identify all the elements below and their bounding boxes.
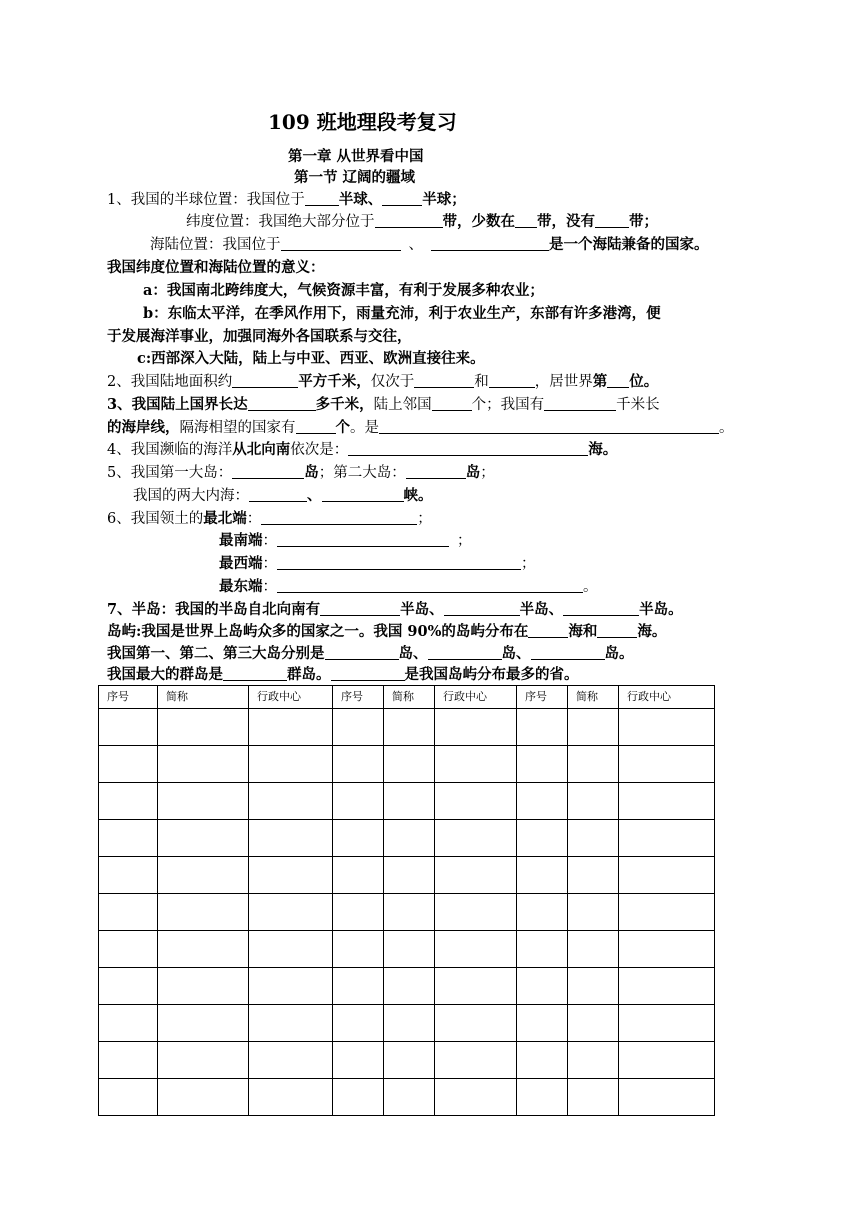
- table-cell[interactable]: [435, 709, 517, 746]
- table-cell[interactable]: [249, 783, 333, 820]
- q7-text: 半岛。: [639, 601, 683, 618]
- q1-latitude-line: [186, 211, 658, 233]
- table-cell[interactable]: [517, 783, 568, 820]
- table-cell[interactable]: [568, 783, 619, 820]
- fill-blank[interactable]: [305, 189, 339, 206]
- q6-text: ；: [521, 556, 536, 572]
- header-abbr: 简称: [158, 686, 249, 709]
- table-row: [99, 709, 715, 746]
- table-cell[interactable]: [99, 1042, 158, 1079]
- q3-text: 。是: [350, 420, 379, 436]
- q1-text: 带，少数在: [442, 213, 515, 230]
- significance-a: a：我国南北跨纬度大，气候资源丰富，有利于发展多种农业；: [143, 282, 544, 299]
- header-serial: 序号: [333, 686, 384, 709]
- table-cell[interactable]: [99, 931, 158, 968]
- table-cell[interactable]: [517, 1005, 568, 1042]
- table-cell[interactable]: [249, 1005, 333, 1042]
- table-cell[interactable]: [619, 931, 715, 968]
- table-cell[interactable]: [435, 1042, 517, 1079]
- table-cell[interactable]: [384, 894, 435, 931]
- table-cell[interactable]: [384, 1042, 435, 1079]
- q7-peninsula-line: [107, 599, 683, 621]
- fill-blank[interactable]: [248, 394, 316, 411]
- table-cell[interactable]: [517, 820, 568, 857]
- q6-text: 。: [583, 579, 598, 595]
- fill-blank[interactable]: [428, 643, 502, 660]
- q5-text: 、: [307, 487, 322, 504]
- table-row: [99, 820, 715, 857]
- table-cell[interactable]: [158, 857, 249, 894]
- table-cell[interactable]: [517, 894, 568, 931]
- table-cell[interactable]: [384, 1005, 435, 1042]
- table-cell[interactable]: [99, 1079, 158, 1116]
- header-capital: 行政中心: [619, 686, 715, 709]
- table-cell[interactable]: [384, 783, 435, 820]
- q1-text: 海陆位置：我国位于: [150, 237, 281, 253]
- q2-text: 第: [592, 373, 608, 390]
- q7-text: 岛、: [398, 645, 428, 662]
- q2-text: 仅次于: [370, 374, 415, 390]
- q3-text: 隔海相望的国家有: [179, 420, 296, 436]
- table-cell[interactable]: [568, 820, 619, 857]
- table-cell[interactable]: [333, 894, 384, 931]
- table-cell[interactable]: [435, 894, 517, 931]
- q6-line-south: [219, 530, 472, 552]
- q7-islands-line: [107, 621, 666, 643]
- q2-text: 和: [474, 374, 489, 390]
- table-cell[interactable]: [384, 820, 435, 857]
- q7-archipelago-line: [107, 664, 579, 686]
- table-cell[interactable]: [568, 931, 619, 968]
- table-cell[interactable]: [333, 1079, 384, 1116]
- q7-text: 我国最大的群岛是: [107, 666, 223, 683]
- table-cell[interactable]: [435, 1005, 517, 1042]
- header-serial: 序号: [517, 686, 568, 709]
- table-cell[interactable]: [333, 820, 384, 857]
- table-cell[interactable]: [619, 894, 715, 931]
- table-cell[interactable]: [384, 709, 435, 746]
- table-row: [99, 1042, 715, 1079]
- table-cell[interactable]: [158, 1005, 249, 1042]
- table-cell[interactable]: [517, 1042, 568, 1079]
- table-cell[interactable]: [99, 709, 158, 746]
- table-cell[interactable]: [249, 931, 333, 968]
- q6-text: 最西端: [219, 555, 263, 572]
- q6-line-east: [219, 576, 598, 598]
- fill-blank[interactable]: [544, 394, 616, 411]
- fill-blank[interactable]: [277, 530, 449, 547]
- page-title: 109 班地理段考复习: [268, 110, 457, 134]
- q1-sea-land-line: [150, 234, 709, 256]
- q6-text: ：: [246, 511, 262, 527]
- table-cell[interactable]: [333, 1005, 384, 1042]
- q1-text: 1、我国的半球位置：我国位于: [107, 192, 305, 208]
- fill-blank[interactable]: [331, 664, 405, 681]
- q6-text: 最南端: [219, 532, 263, 549]
- fill-blank[interactable]: [296, 417, 336, 434]
- q2-text: 2、我国陆地面积约: [107, 374, 233, 390]
- table-cell[interactable]: [249, 820, 333, 857]
- table-cell[interactable]: [435, 931, 517, 968]
- table-cell[interactable]: [619, 968, 715, 1005]
- q7-text: 岛屿:我国是世界上岛屿众多的国家之一。我国 90%的岛屿分布在: [107, 623, 529, 640]
- table-cell[interactable]: [435, 746, 517, 783]
- q3-text: 陆上邻国: [373, 397, 432, 413]
- chapter-heading: 第一章 从世界看中国: [288, 148, 424, 165]
- table-cell[interactable]: [249, 709, 333, 746]
- q6-line-west: [219, 553, 536, 575]
- table-cell[interactable]: [435, 1079, 517, 1116]
- fill-blank[interactable]: [379, 417, 719, 434]
- q3-line-2: [107, 417, 734, 439]
- q5-text: ；: [480, 465, 495, 481]
- header-capital: 行政中心: [435, 686, 517, 709]
- q3-text: 千米长: [616, 397, 660, 413]
- table-cell[interactable]: [158, 1079, 249, 1116]
- table-cell[interactable]: [619, 1042, 715, 1079]
- q6-text: ；: [457, 533, 472, 549]
- table-cell[interactable]: [568, 1005, 619, 1042]
- q7-text: 我国第一、第二、第三大岛分别是: [107, 645, 325, 662]
- table-cell[interactable]: [568, 746, 619, 783]
- table-cell[interactable]: [384, 857, 435, 894]
- header-capital: 行政中心: [249, 686, 333, 709]
- q5-line-2: [133, 485, 433, 507]
- table-row: [99, 1079, 715, 1116]
- table-cell[interactable]: [435, 968, 517, 1005]
- fill-blank[interactable]: [249, 485, 307, 502]
- fill-blank[interactable]: [261, 508, 417, 525]
- table-cell[interactable]: [619, 746, 715, 783]
- header-abbr: 简称: [384, 686, 435, 709]
- significance-b2: 于发展海洋事业，加强同海外各国联系与交往，: [107, 328, 412, 345]
- fill-blank[interactable]: [528, 621, 568, 638]
- q3-text: 个: [335, 419, 350, 436]
- q1-text: 带，没有: [537, 213, 595, 230]
- table-cell[interactable]: [99, 968, 158, 1005]
- table-cell[interactable]: [517, 857, 568, 894]
- q4-text: 海。: [588, 441, 618, 458]
- q1-text: 、: [408, 237, 423, 253]
- fill-blank[interactable]: [414, 371, 474, 388]
- fill-blank[interactable]: [595, 211, 629, 228]
- table-cell[interactable]: [568, 709, 619, 746]
- table-cell[interactable]: [333, 746, 384, 783]
- table-cell[interactable]: [517, 931, 568, 968]
- table-cell[interactable]: [158, 894, 249, 931]
- q3-text: 个；我国有: [471, 397, 545, 413]
- table-cell[interactable]: [99, 746, 158, 783]
- q2-text: ，居世界: [534, 374, 593, 390]
- fill-blank[interactable]: [382, 189, 422, 206]
- q2-text: 平方千米，: [298, 373, 371, 390]
- fill-blank[interactable]: [320, 599, 400, 616]
- q6-text: ：: [262, 556, 277, 572]
- table-cell[interactable]: [333, 968, 384, 1005]
- q7-text: 半岛、: [519, 601, 564, 618]
- table-cell[interactable]: [517, 968, 568, 1005]
- table-cell[interactable]: [99, 1005, 158, 1042]
- q1-text: 半球；: [422, 191, 466, 208]
- q7-text: 7、半岛：我国的半岛自北向南有: [107, 601, 321, 618]
- table-cell[interactable]: [619, 1079, 715, 1116]
- table-cell[interactable]: [333, 709, 384, 746]
- fill-blank[interactable]: [406, 462, 466, 479]
- q4-line: [107, 439, 617, 461]
- q7-largest-islands-line: [107, 643, 634, 665]
- fill-blank[interactable]: [325, 643, 399, 660]
- table-row: [99, 783, 715, 820]
- q7-text: 岛、: [501, 645, 531, 662]
- table-cell[interactable]: [619, 709, 715, 746]
- table-row: [99, 746, 715, 783]
- q5-text: 岛: [304, 464, 319, 481]
- table-cell[interactable]: [158, 746, 249, 783]
- q5-text: ；第二大岛：: [318, 465, 406, 481]
- q6-text: ：: [262, 579, 277, 595]
- table-cell[interactable]: [158, 820, 249, 857]
- q7-text: 群岛。: [287, 666, 331, 683]
- table-cell[interactable]: [517, 1079, 568, 1116]
- q7-text: 海。: [637, 623, 667, 640]
- table-cell[interactable]: [619, 820, 715, 857]
- q1-text: 带；: [629, 213, 658, 230]
- table-cell[interactable]: [249, 1079, 333, 1116]
- table-cell[interactable]: [249, 746, 333, 783]
- q7-text: 海和: [568, 623, 598, 640]
- q6-text: 6、我国领土的: [107, 511, 204, 527]
- fill-blank[interactable]: [232, 371, 298, 388]
- fill-blank[interactable]: [348, 439, 588, 456]
- fill-blank[interactable]: [322, 485, 404, 502]
- q6-line-north: [107, 508, 432, 530]
- q1-text: 是一个海陆兼备的国家。: [549, 236, 709, 253]
- table-cell[interactable]: [333, 783, 384, 820]
- q5-text: 岛: [465, 464, 481, 481]
- table-row: [99, 894, 715, 931]
- fill-blank[interactable]: [515, 211, 537, 228]
- table-cell[interactable]: [333, 1042, 384, 1079]
- q5-text: 我国的两大内海：: [133, 488, 249, 504]
- table-cell[interactable]: [384, 968, 435, 1005]
- fill-blank[interactable]: [277, 576, 583, 593]
- table-row: [99, 857, 715, 894]
- table-cell[interactable]: [249, 968, 333, 1005]
- table-cell[interactable]: [568, 894, 619, 931]
- table-cell[interactable]: [158, 783, 249, 820]
- q5-line-1: [107, 462, 495, 484]
- q1-text: 纬度位置：我国绝大部分位于: [186, 214, 375, 230]
- table-cell[interactable]: [568, 968, 619, 1005]
- q6-text: 最北端: [203, 510, 247, 527]
- table-cell[interactable]: [99, 820, 158, 857]
- table-cell[interactable]: [158, 968, 249, 1005]
- q4-text: 依次是：: [290, 442, 349, 458]
- table-cell[interactable]: [568, 1042, 619, 1079]
- table-cell[interactable]: [619, 783, 715, 820]
- table-cell[interactable]: [384, 746, 435, 783]
- table-cell[interactable]: [158, 709, 249, 746]
- table-cell[interactable]: [249, 857, 333, 894]
- q6-text: 最东端: [219, 578, 263, 595]
- q7-text: 半岛、: [400, 601, 444, 618]
- table-header-row: [99, 686, 715, 709]
- table-cell[interactable]: [158, 1042, 249, 1079]
- q6-text: ；: [417, 511, 432, 527]
- q2-line: [107, 371, 658, 393]
- significance-heading: 我国纬度位置和海陆位置的意义：: [107, 259, 325, 276]
- table-cell[interactable]: [333, 931, 384, 968]
- q6-text: ：: [262, 533, 277, 549]
- fill-blank[interactable]: [607, 371, 629, 388]
- province-table: [98, 685, 715, 1116]
- significance-c: c:西部深入大陆，陆上与中亚、西亚、欧洲直接往来。: [137, 350, 485, 367]
- q3-line-1: [107, 394, 660, 416]
- q7-text: 是我国岛屿分布最多的省。: [404, 666, 579, 683]
- fill-blank[interactable]: [444, 599, 520, 616]
- q4-text: 4、我国濒临的海洋: [107, 442, 233, 458]
- q2-text: 位。: [629, 373, 659, 390]
- header-serial: 序号: [99, 686, 158, 709]
- table-cell[interactable]: [619, 1005, 715, 1042]
- table-cell[interactable]: [99, 857, 158, 894]
- table-cell[interactable]: [435, 820, 517, 857]
- table-cell[interactable]: [384, 931, 435, 968]
- table-cell[interactable]: [517, 746, 568, 783]
- table-row: [99, 1005, 715, 1042]
- table-cell[interactable]: [435, 783, 517, 820]
- q3-text: 3、我国陆上国界长达: [107, 396, 248, 413]
- section-heading: 第一节 辽阔的疆域: [294, 169, 416, 186]
- fill-blank[interactable]: [563, 599, 639, 616]
- q1-hemisphere-line: [107, 189, 466, 211]
- q1-text: 半球、: [338, 191, 383, 208]
- table-cell[interactable]: [435, 857, 517, 894]
- table-cell[interactable]: [384, 1079, 435, 1116]
- table-cell[interactable]: [99, 783, 158, 820]
- fill-blank[interactable]: [232, 462, 304, 479]
- table-cell[interactable]: [619, 857, 715, 894]
- fill-blank[interactable]: [597, 621, 637, 638]
- fill-blank[interactable]: [223, 664, 287, 681]
- significance-b1: b：东临太平洋，在季风作用下，雨量充沛，利于农业生产，东部有许多港湾，便: [143, 305, 661, 322]
- q3-text: 的海岸线，: [107, 419, 180, 436]
- table-cell[interactable]: [158, 931, 249, 968]
- table-cell[interactable]: [568, 1079, 619, 1116]
- fill-blank[interactable]: [281, 234, 401, 251]
- table-cell[interactable]: [568, 857, 619, 894]
- q5-text: 5、我国第一大岛：: [107, 465, 233, 481]
- q7-text: 岛。: [604, 645, 634, 662]
- table-cell[interactable]: [517, 709, 568, 746]
- table-cell[interactable]: [333, 857, 384, 894]
- table-row: [99, 968, 715, 1005]
- fill-blank[interactable]: [489, 371, 535, 388]
- fill-blank[interactable]: [431, 234, 549, 251]
- table-cell[interactable]: [249, 894, 333, 931]
- fill-blank[interactable]: [531, 643, 605, 660]
- q3-text: 。: [719, 420, 734, 436]
- header-abbr: 简称: [568, 686, 619, 709]
- fill-blank[interactable]: [277, 553, 521, 570]
- table-cell[interactable]: [99, 894, 158, 931]
- fill-blank[interactable]: [375, 211, 443, 228]
- q4-text: 从北向南: [232, 441, 291, 458]
- q3-text: 多千米，: [315, 396, 374, 413]
- table-cell[interactable]: [249, 1042, 333, 1079]
- q5-text: 峡。: [403, 487, 433, 504]
- table-row: [99, 931, 715, 968]
- fill-blank[interactable]: [432, 394, 472, 411]
